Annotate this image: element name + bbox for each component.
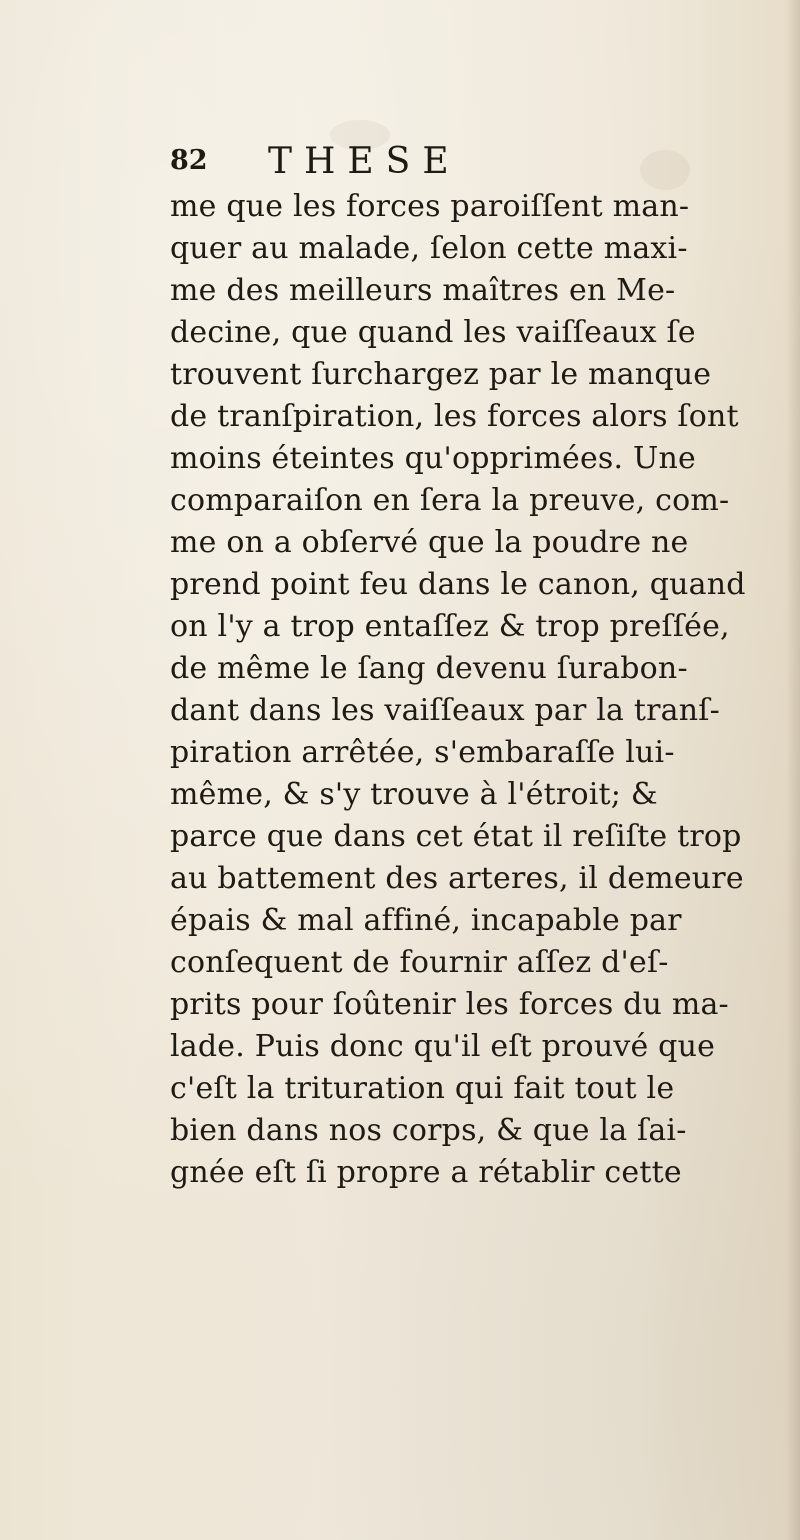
body-text [170, 186, 800, 1194]
text-line: moins éteintes qu'opprimées. Une [170, 441, 696, 476]
running-title: THESE [268, 141, 461, 182]
text-line: épais & mal affiné, incapable par [170, 903, 682, 938]
text-line: piration arrêtée, s'embaraſſe lui- [170, 735, 675, 770]
running-head [170, 142, 730, 182]
text-line: on l'y a trop entaſſez & trop preſſée, [170, 609, 730, 644]
text-line: me des meilleurs maîtres en Me- [170, 273, 676, 308]
text-line: prend point feu dans le canon, quand [170, 567, 746, 602]
text-line: au battement des arteres, il demeure [170, 861, 744, 896]
text-line: me que les forces paroiſſent man- [170, 189, 690, 224]
text-line: de tranſpiration, les forces alors ſont [170, 399, 739, 434]
page-number: 82 [170, 145, 208, 176]
text-line: prits pour ſoûtenir les forces du ma- [170, 987, 729, 1022]
text-line: lade. Puis donc qu'il eſt prouvé que [170, 1029, 716, 1064]
text-line: bien dans nos corps, & que la ſai- [170, 1113, 687, 1148]
text-line: de même le ſang devenu ſurabon- [170, 651, 688, 686]
text-line: même, & s'y trouve à l'étroit; & [170, 777, 658, 812]
text-line: comparaiſon en ſera la preuve, com- [170, 483, 730, 518]
text-line: gnée eſt ſi propre a rétablir cette [170, 1155, 682, 1190]
text-line: conſequent de fournir aſſez d'eſ- [170, 945, 669, 980]
text-line: dant dans les vaiſſeaux par la tranſ- [170, 693, 720, 728]
text-line: parce que dans cet état il reſiſte trop [170, 819, 742, 854]
text-line: trouvent ſurchargez par le manque [170, 357, 712, 392]
text-line: quer au malade, ſelon cette maxi- [170, 231, 688, 266]
text-line: me on a obſervé que la poudre ne [170, 525, 689, 560]
text-line: c'eſt la trituration qui fait tout le [170, 1071, 675, 1106]
text-line: decine, que quand les vaiſſeaux ſe [170, 315, 696, 350]
